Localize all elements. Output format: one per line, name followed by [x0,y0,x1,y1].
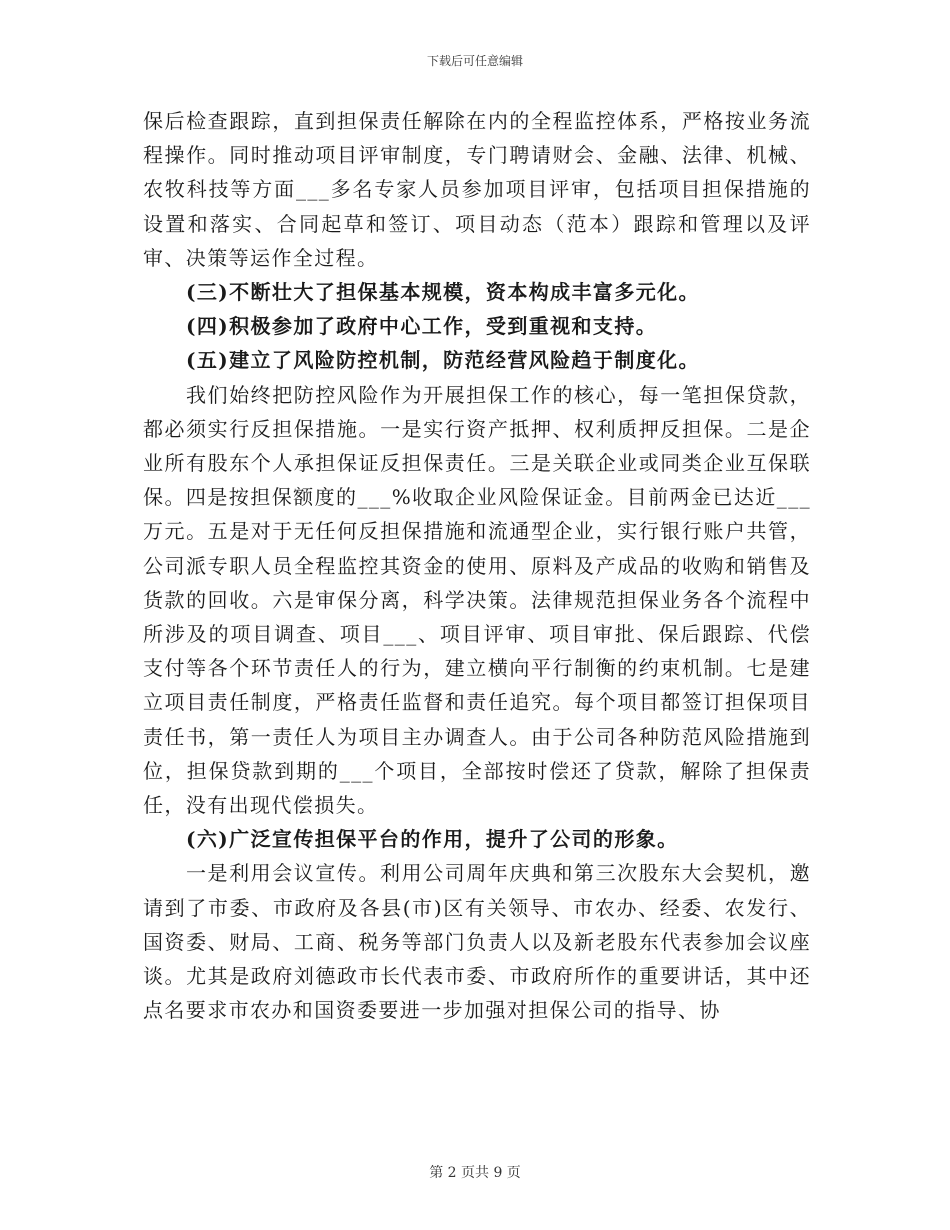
document-body [143,104,811,1027]
section-heading: (五)建立了风险防控机制，防范经营风险趋于制度化。 [186,348,700,373]
body-paragraph: 我们始终把防控风险作为开展担保工作的核心，每一笔担保贷款，都必须实行反担保措施。一是实行资产抵押、权利质押反担保。二是企业所有股东个人承担保证反担保责任。三是关联企业或同类企业互保联保。四是按担保额度的___%收取企业风险保证金。目前两金已达近___万元。五是对于无任何反担保措施和流通型企业，实行银行账户共管，公司派专职人员全程监控其资金的使用、原料及产成品的收购和销售及货款的回收。六是审保分离，科学决策。法律规范担保业务各个流程中所涉及的项目调查、项目___、项目评审、项目审批、保后跟踪、代偿支付等各个环节责任人的行为，建立横向平行制衡的约束机制。七是建立项目责任制度，严格责任监督和责任追究。每个项目都签订担保项目责任书，第一责任人为项目主办调查人。由于公司各种防范风险措施到位，担保贷款到期的___个项目，全部按时偿还了贷款，解除了担保责任，没有出现代偿损失。 [143,382,811,818]
section-heading: (六)广泛宣传担保平台的作用，提升了公司的形象。 [186,827,679,852]
body-paragraph: 保后检查跟踪，直到担保责任解除在内的全程监控体系，严格按业务流程操作。同时推动项目评审制度，专门聘请财会、金融、法律、机械、农牧科技等方面___多名专家人员参加项目评审，包括项目担保措施的设置和落实、合同起草和签订、项目动态（范本）跟踪和管理以及评审、决策等运作全过程。 [143,109,811,270]
page-number-footer: 第 2 页共 9 页 [429,1165,521,1181]
page-header: 下载后可任意编辑 [426,54,523,68]
body-paragraph: 一是利用会议宣传。利用公司周年庆典和第三次股东大会契机，邀请到了市委、市政府及各县(市)区有关领导、市农办、经委、农发行、国资委、财局、工商、税务等部门负责人以及新老股东代表参加会议座谈。尤其是政府刘德政市长代表市委、市政府所作的重要讲话，其中还点名要求市农办和国资委要进一步加强对担保公司的指导、协 [143,861,811,1023]
section-heading: (四)积极参加了政府中心工作，受到重视和支持。 [186,314,658,339]
section-heading: (三)不断壮大了担保基本规模，资本构成丰富多元化。 [186,280,700,305]
